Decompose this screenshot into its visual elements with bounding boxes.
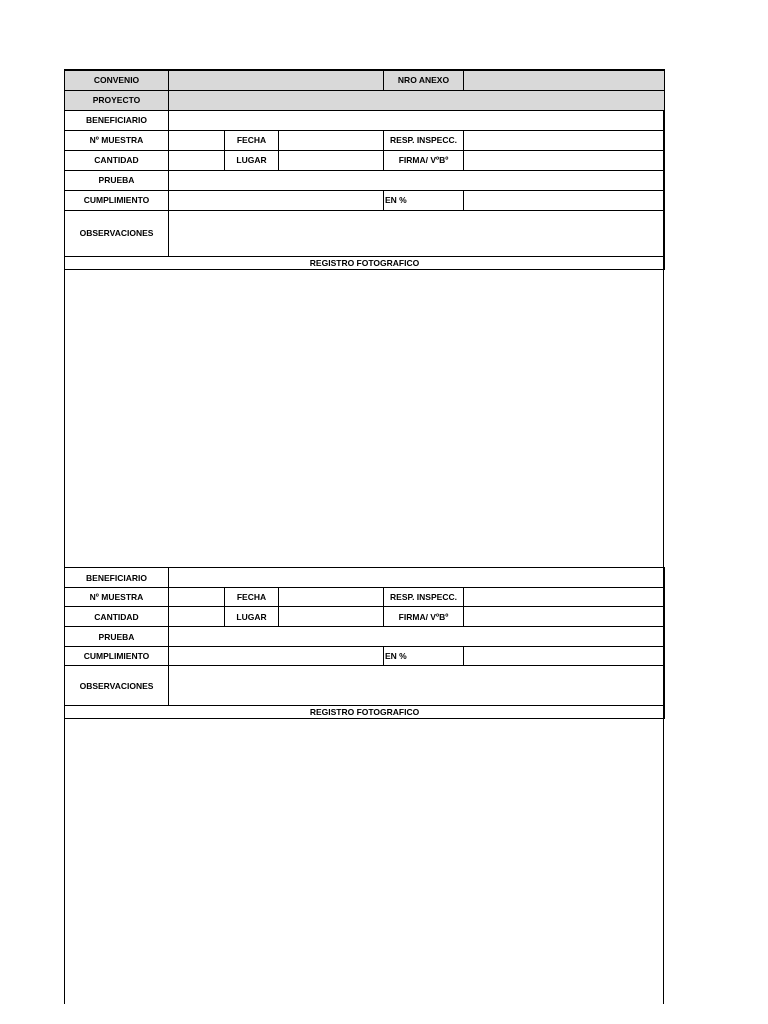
resp-inspecc-value[interactable] [464, 130, 665, 150]
cantidad-value[interactable] [169, 150, 225, 170]
inspection-form-2 [64, 567, 665, 719]
observaciones-value[interactable] [169, 666, 665, 706]
photo-record-area-1[interactable] [64, 267, 664, 567]
proyecto-value[interactable] [169, 90, 665, 110]
prueba-value[interactable] [169, 627, 665, 647]
firma-label: FIRMA/ VºBº [384, 607, 464, 627]
muestra-label: Nº MUESTRA [65, 588, 169, 607]
cantidad-value[interactable] [169, 607, 225, 627]
firma-value[interactable] [464, 150, 665, 170]
fecha-label: FECHA [225, 588, 279, 607]
registro-fotografico-header: REGISTRO FOTOGRAFICO [65, 256, 665, 269]
en-pct-label: EN % [384, 190, 464, 210]
lugar-value[interactable] [279, 150, 384, 170]
fecha-value[interactable] [279, 588, 384, 607]
lugar-value[interactable] [279, 607, 384, 627]
lugar-label: LUGAR [225, 150, 279, 170]
registro-fotografico-header: REGISTRO FOTOGRAFICO [65, 706, 665, 719]
observaciones-label: OBSERVACIONES [65, 210, 169, 256]
en-pct-value[interactable] [464, 647, 665, 666]
firma-label: FIRMA/ VºBº [384, 150, 464, 170]
firma-value[interactable] [464, 607, 665, 627]
fecha-label: FECHA [225, 130, 279, 150]
observaciones-value[interactable] [169, 210, 665, 256]
beneficiario-value[interactable] [169, 568, 665, 588]
muestra-value[interactable] [169, 588, 225, 607]
observaciones-label: OBSERVACIONES [65, 666, 169, 706]
beneficiario-label: BENEFICIARIO [65, 568, 169, 588]
cantidad-label: CANTIDAD [65, 150, 169, 170]
convenio-value[interactable] [169, 70, 384, 90]
cantidad-label: CANTIDAD [65, 607, 169, 627]
fecha-value[interactable] [279, 130, 384, 150]
resp-inspecc-label: RESP. INSPECC. [384, 130, 464, 150]
muestra-value[interactable] [169, 130, 225, 150]
photo-record-area-2[interactable] [64, 717, 664, 1004]
resp-inspecc-label: RESP. INSPECC. [384, 588, 464, 607]
beneficiario-label: BENEFICIARIO [65, 110, 169, 130]
inspection-form-1 [64, 69, 665, 270]
beneficiario-value[interactable] [169, 110, 665, 130]
proyecto-label: PROYECTO [65, 90, 169, 110]
en-pct-label: EN % [384, 647, 464, 666]
nro-anexo-label: NRO ANEXO [384, 70, 464, 90]
lugar-label: LUGAR [225, 607, 279, 627]
prueba-value[interactable] [169, 170, 665, 190]
prueba-label: PRUEBA [65, 627, 169, 647]
resp-inspecc-value[interactable] [464, 588, 665, 607]
cumplimiento-value[interactable] [169, 647, 384, 666]
convenio-label: CONVENIO [65, 70, 169, 90]
cumplimiento-value[interactable] [169, 190, 384, 210]
cumplimiento-label: CUMPLIMIENTO [65, 190, 169, 210]
muestra-label: Nº MUESTRA [65, 130, 169, 150]
prueba-label: PRUEBA [65, 170, 169, 190]
cumplimiento-label: CUMPLIMIENTO [65, 647, 169, 666]
nro-anexo-value[interactable] [464, 70, 665, 90]
en-pct-value[interactable] [464, 190, 665, 210]
